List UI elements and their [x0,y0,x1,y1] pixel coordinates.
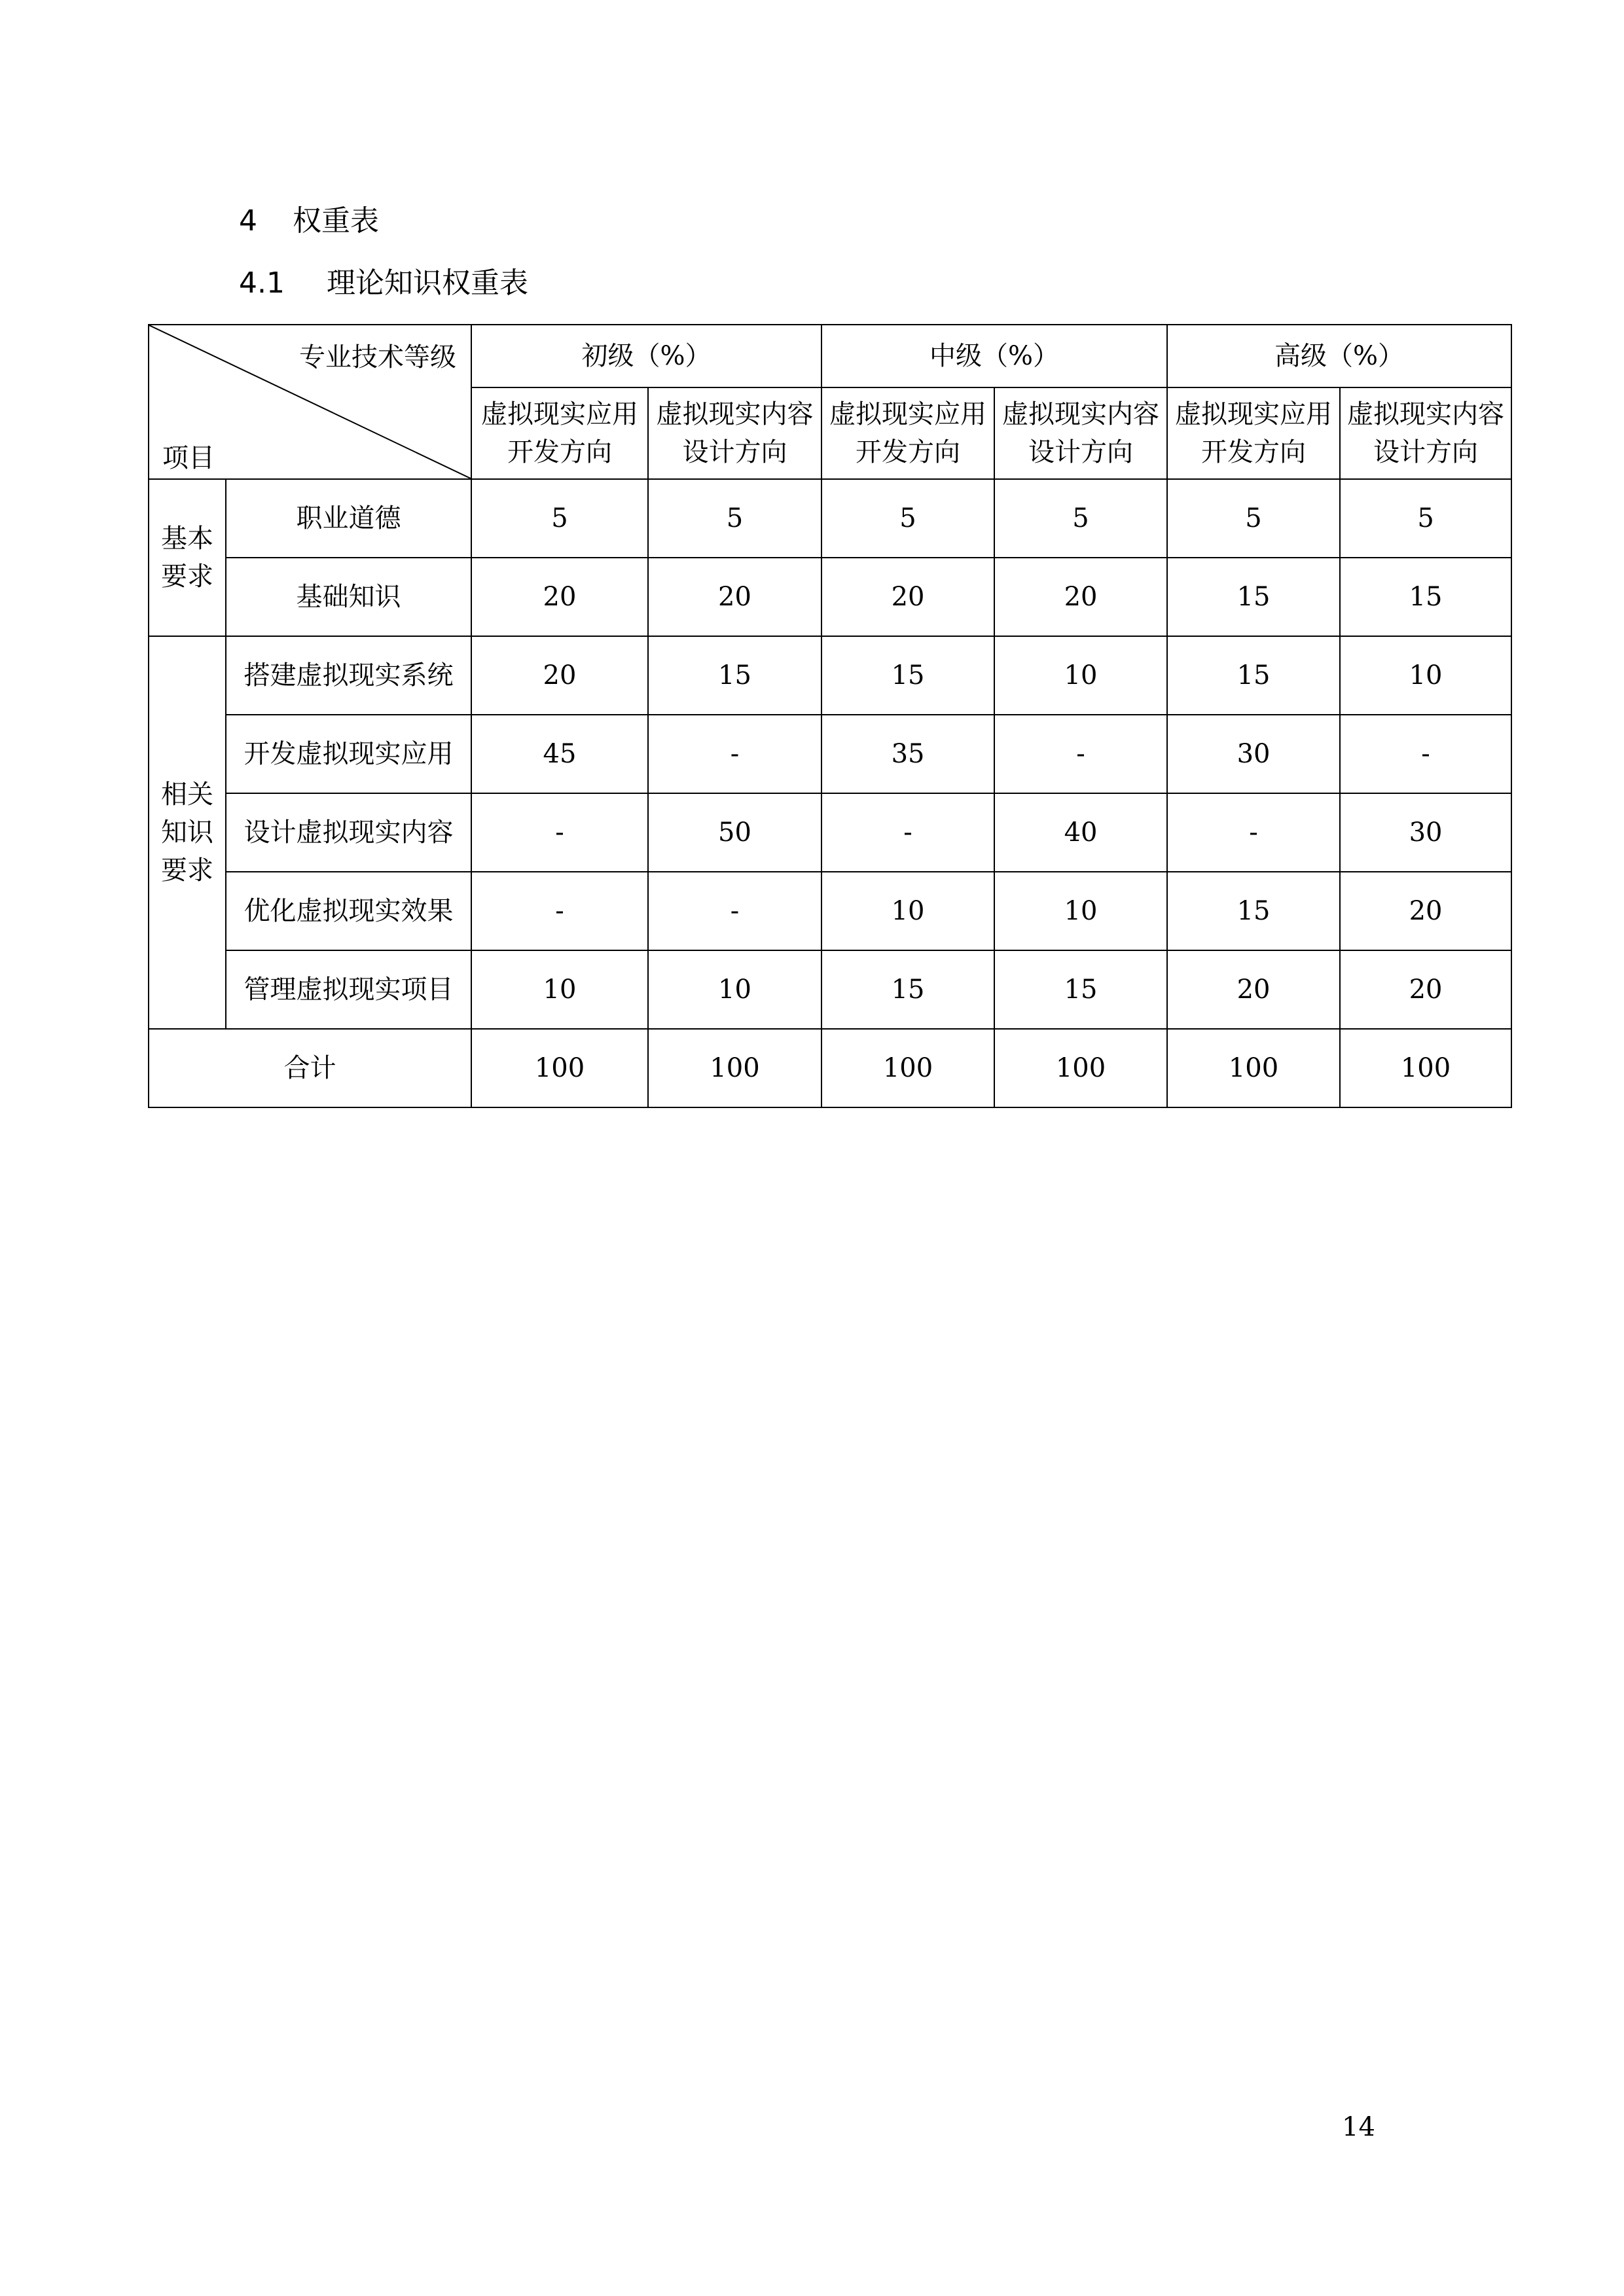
value-cell: 30 [1167,715,1340,793]
corner-label-item: 项目 [162,443,215,473]
cell-line: 虚拟现实应用 [481,399,638,429]
value-cell: 15 [1340,558,1511,636]
value-cell: 5 [994,479,1167,558]
value-cell: 15 [994,950,1167,1029]
direction-header-cell [1167,387,1340,479]
page-number: 14 [1342,2112,1375,2142]
total-row [149,1029,1511,1107]
category-cell [149,479,226,636]
level-header-senior: 高级（%） [1167,325,1511,387]
cell-line: 虚拟现实应用 [1175,399,1333,429]
subsection-title: 理论知识权重表 [327,266,528,300]
section-heading-4 [239,202,379,241]
table-row [149,872,1511,950]
value-cell: 20 [1340,950,1511,1029]
value-cell: 20 [648,558,821,636]
direction-header-cell [821,387,994,479]
value-cell: 15 [648,636,821,715]
cell-line: 设计方向 [682,437,787,467]
item-cell: 基础知识 [226,558,471,636]
cell-line: 开发方向 [856,437,961,467]
value-cell: 20 [471,558,648,636]
value-cell: 5 [471,479,648,558]
total-value-cell: 100 [994,1029,1167,1107]
cell-line: 相关 [161,780,213,810]
table-row [149,793,1511,872]
value-cell: 15 [1167,636,1340,715]
value-cell: 5 [821,479,994,558]
value-cell: 5 [1340,479,1511,558]
value-cell: 20 [1167,950,1340,1029]
value-cell: - [471,793,648,872]
direction-header-cell [994,387,1167,479]
value-cell: 50 [648,793,821,872]
value-cell: 15 [821,636,994,715]
value-cell: 10 [994,636,1167,715]
table-row [149,479,1511,558]
table-row [149,636,1511,715]
value-cell: - [1167,793,1340,872]
level-header-intermediate: 中级（%） [821,325,1167,387]
cell-line: 开发方向 [507,437,612,467]
value-cell: - [648,715,821,793]
direction-header-cell [1340,387,1511,479]
value-cell: 15 [821,950,994,1029]
value-cell: 45 [471,715,648,793]
direction-header-cell [648,387,821,479]
header-row-levels [149,325,1511,387]
cell-line: 设计方向 [1028,437,1134,467]
cell-line: 要求 [161,562,213,592]
value-cell: 10 [648,950,821,1029]
table-row [149,715,1511,793]
value-cell: - [648,872,821,950]
corner-header-cell [149,325,471,479]
direction-header-cell [471,387,648,479]
cell-line: 虚拟现实内容 [1002,399,1160,429]
total-value-cell: 100 [1340,1029,1511,1107]
value-cell: 35 [821,715,994,793]
cell-line: 知识 [161,817,213,848]
corner-label-grade: 专业技术等级 [299,342,456,372]
cell-line: 虚拟现实内容 [656,399,814,429]
value-cell: - [1340,715,1511,793]
total-value-cell: 100 [648,1029,821,1107]
item-cell: 管理虚拟现实项目 [226,950,471,1029]
value-cell: 5 [648,479,821,558]
cell-line: 虚拟现实应用 [829,399,987,429]
value-cell: 20 [994,558,1167,636]
value-cell: 20 [821,558,994,636]
value-cell: 40 [994,793,1167,872]
item-cell: 搭建虚拟现实系统 [226,636,471,715]
total-value-cell: 100 [1167,1029,1340,1107]
total-value-cell: 100 [471,1029,648,1107]
value-cell: 5 [1167,479,1340,558]
value-cell: - [471,872,648,950]
level-header-junior: 初级（%） [471,325,821,387]
total-value-cell: 100 [821,1029,994,1107]
value-cell: 10 [994,872,1167,950]
value-cell: 10 [471,950,648,1029]
total-label-cell: 合计 [149,1029,471,1107]
value-cell: 20 [1340,872,1511,950]
cell-line: 基本 [161,524,213,554]
value-cell: - [821,793,994,872]
item-cell: 优化虚拟现实效果 [226,872,471,950]
section-heading-4-1 [239,264,528,303]
table-row [149,558,1511,636]
item-cell: 设计虚拟现实内容 [226,793,471,872]
item-cell: 开发虚拟现实应用 [226,715,471,793]
value-cell: - [994,715,1167,793]
cell-line: 开发方向 [1201,437,1307,467]
item-cell: 职业道德 [226,479,471,558]
value-cell: 20 [471,636,648,715]
subsection-number: 4.1 [239,266,285,300]
cell-line: 要求 [161,855,213,886]
value-cell: 15 [1167,558,1340,636]
value-cell: 30 [1340,793,1511,872]
category-cell [149,636,226,1029]
theory-knowledge-weight-table [148,324,1512,1108]
section-title: 权重表 [293,204,379,238]
value-cell: 10 [1340,636,1511,715]
table-row [149,950,1511,1029]
value-cell: 15 [1167,872,1340,950]
value-cell: 10 [821,872,994,950]
cell-line: 设计方向 [1373,437,1479,467]
cell-line: 虚拟现实内容 [1347,399,1505,429]
section-number: 4 [239,204,257,238]
